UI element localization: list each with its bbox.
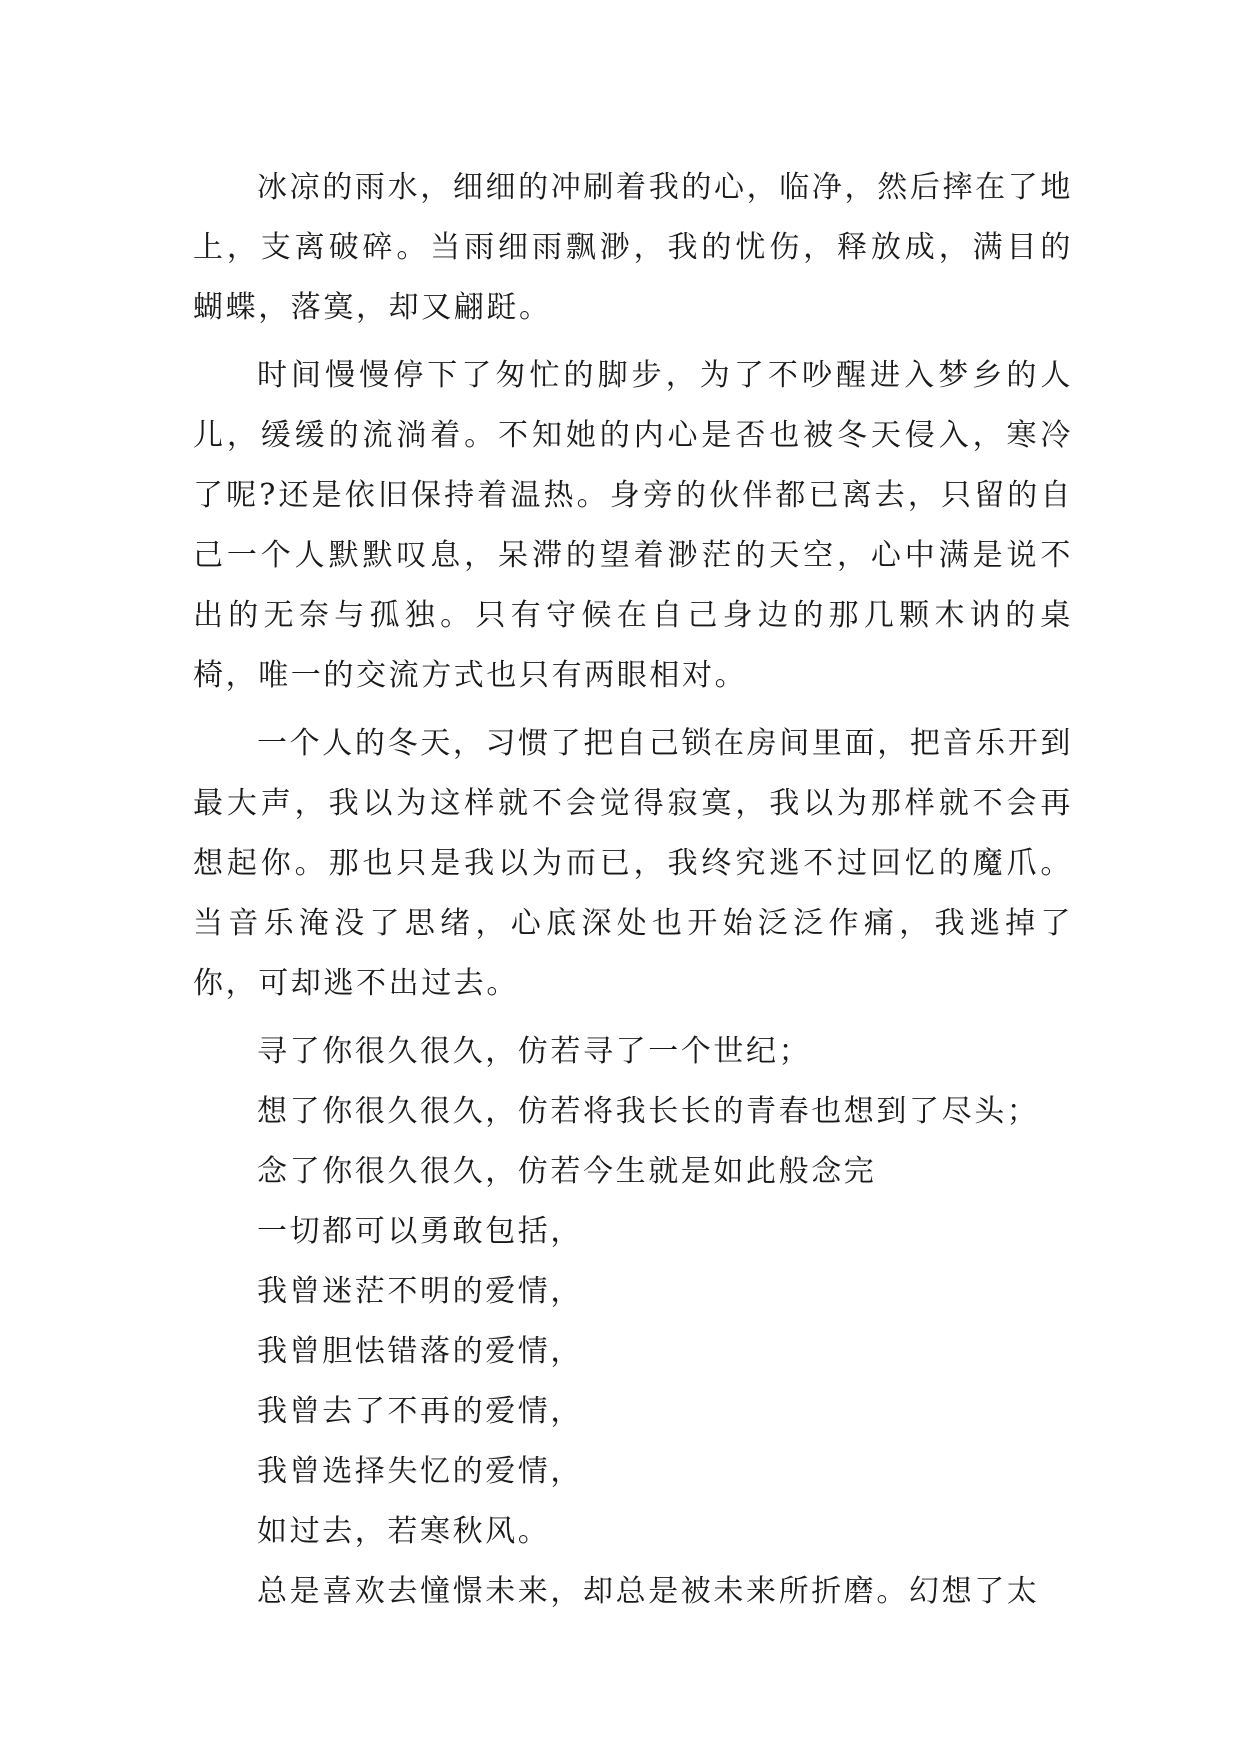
verse-line-5: 我曾迷茫不明的爱情， bbox=[257, 1274, 583, 1309]
verse-line-10: 总是喜欢去憧憬未来，却总是被未来所折磨。幻想了太 bbox=[257, 1574, 1040, 1609]
paragraph-3: 一个人的冬天，习惯了把自己锁在房间里面，把音乐开到最大声，我以为这样就不会觉得寂寞，我以为那样就不会再想起你。那也只是我以为而已，我终究逃不过回忆的魔爪。当音乐淹没了思绪，心底深处也开始泛泛作痛，我逃掉了你，可却逃不出过去。 bbox=[193, 726, 1073, 1001]
document-body bbox=[193, 158, 1073, 1622]
verse-line-2: 想了你很久很久，仿若将我长长的青春也想到了尽头； bbox=[257, 1094, 1040, 1129]
paragraph-2: 时间慢慢停下了匆忙的脚步，为了不吵醒进入梦乡的人儿，缓缓的流淌着。不知她的内心是否也被冬天侵入，寒冷了呢?还是依旧保持着温热。身旁的伙伴都已离去，只留的自己一个人默默叹息，呆滞的望着渺茫的天空，心中满是说不出的无奈与孤独。只有守候在自己身边的那几颗木讷的桌椅，唯一的交流方式也只有两眼相对。 bbox=[193, 358, 1073, 693]
verse-line-7: 我曾去了不再的爱情， bbox=[257, 1394, 583, 1429]
verse-line-1: 寻了你很久很久，仿若寻了一个世纪； bbox=[257, 1034, 812, 1069]
paragraph-1: 冰凉的雨水，细细的冲刷着我的心，临净，然后摔在了地上，支离破碎。当雨细雨飘渺，我的忧伤，释放成，满目的蝴蝶，落寞，却又翩跹。 bbox=[193, 170, 1073, 325]
verse-line-9: 如过去，若寒秋风。 bbox=[257, 1514, 551, 1549]
verse-line-3: 念了你很久很久，仿若今生就是如此般念完 bbox=[257, 1154, 877, 1189]
verse-line-8: 我曾选择失忆的爱情， bbox=[257, 1454, 583, 1489]
verse-line-6: 我曾胆怯错落的爱情， bbox=[257, 1334, 583, 1369]
verse-block bbox=[193, 1022, 1073, 1622]
verse-line-4: 一切都可以勇敢包括， bbox=[257, 1214, 583, 1249]
